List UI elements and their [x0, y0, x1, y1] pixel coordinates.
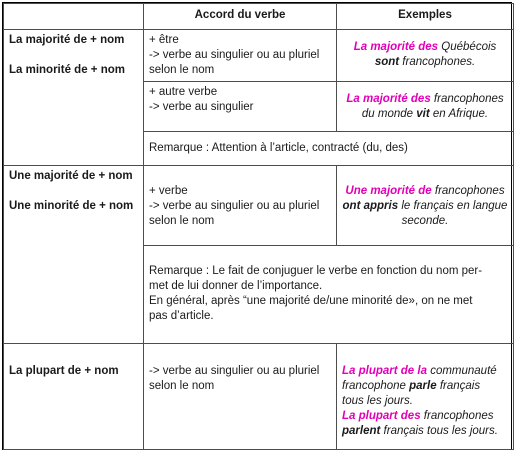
section1-remark: Remarque : Attention à l’article, contracté (du, des)	[144, 132, 514, 166]
example-text: francophone	[342, 380, 410, 392]
remark-line: Remarque : Le fait de conjuguer le verbe en fonction du nom per-	[149, 265, 483, 277]
rule-line: -> verbe au singulier	[149, 101, 254, 113]
rule-line: selon le nom	[149, 64, 215, 76]
example-highlight: La plupart de la	[342, 365, 427, 377]
subject-la-plupart-de: La plupart de + nom	[9, 365, 119, 377]
section2-subject-cell	[4, 166, 144, 344]
example-text: francophones	[431, 185, 505, 197]
remark-line: En général, après “une majorité de/une minorité de», on ne met	[149, 295, 473, 307]
section3-row	[4, 344, 514, 450]
section2-example	[337, 166, 514, 246]
example-verb: sont	[374, 56, 400, 68]
section1-subject-cell	[4, 30, 144, 166]
example-text: du monde	[361, 108, 417, 120]
rule-line: + verbe	[149, 185, 188, 197]
rule-line: -> verbe au singulier ou au pluriel	[149, 365, 320, 377]
rule-line: + être	[149, 34, 179, 46]
example-text: en Afrique.	[429, 108, 489, 120]
example-verb: ont appris	[342, 200, 399, 212]
example-text: français	[436, 380, 481, 392]
rule-line: + autre verbe	[149, 86, 218, 98]
example-verb: parle	[409, 380, 437, 392]
rule-line: selon le nom	[149, 215, 215, 227]
example-text: le français en langue	[398, 200, 508, 212]
section2-row-1	[4, 166, 514, 246]
example-text: francophones.	[399, 56, 476, 68]
example-text: francophones	[430, 93, 504, 105]
header-accord: Accord du verbe	[144, 4, 337, 30]
subject-minorite-de: La minorité de + nom	[9, 64, 125, 76]
rule-line: -> verbe au singulier ou au pluriel	[149, 200, 320, 212]
section1-example-1	[337, 30, 514, 82]
header-exemples: Exemples	[337, 4, 514, 30]
example-highlight: La majorité des	[346, 93, 431, 105]
subject-majorite-de: La majorité de + nom	[9, 34, 125, 46]
remark-line: met de lui donner de l’importance.	[149, 280, 323, 292]
header-empty-cell	[4, 4, 144, 30]
section2-rule	[144, 166, 337, 246]
rule-line: -> verbe au singulier ou au pluriel	[149, 49, 320, 61]
example-highlight: La plupart des	[342, 410, 421, 422]
example-text: seconde.	[401, 215, 449, 227]
example-text: Québécois	[438, 41, 497, 53]
subject-une-majorite-de: Une majorité de + nom	[9, 170, 133, 182]
header-row	[4, 4, 514, 30]
section3-rule	[144, 344, 337, 450]
section2-remark	[144, 246, 514, 344]
example-text: tous les jours.	[342, 395, 413, 407]
section3-subject-cell	[4, 344, 144, 450]
example-text: français tous les jours.	[380, 425, 498, 437]
section1-rule-1	[144, 30, 337, 82]
section1-row-1	[4, 30, 514, 82]
section1-rule-2	[144, 82, 337, 132]
subject-une-minorite-de: Une minorité de + nom	[9, 200, 134, 212]
remark-line: pas d’article.	[149, 310, 214, 322]
rule-line: selon le nom	[149, 380, 215, 392]
example-verb: vit	[416, 108, 430, 120]
grammar-table	[3, 3, 514, 450]
example-text: communauté	[427, 365, 497, 377]
section3-example	[337, 344, 514, 450]
example-verb: parlent	[342, 425, 381, 437]
section1-example-2	[337, 82, 514, 132]
example-highlight: La majorité des	[353, 41, 439, 53]
example-text: francophones	[420, 410, 494, 422]
example-highlight: Une majorité de	[345, 185, 432, 197]
